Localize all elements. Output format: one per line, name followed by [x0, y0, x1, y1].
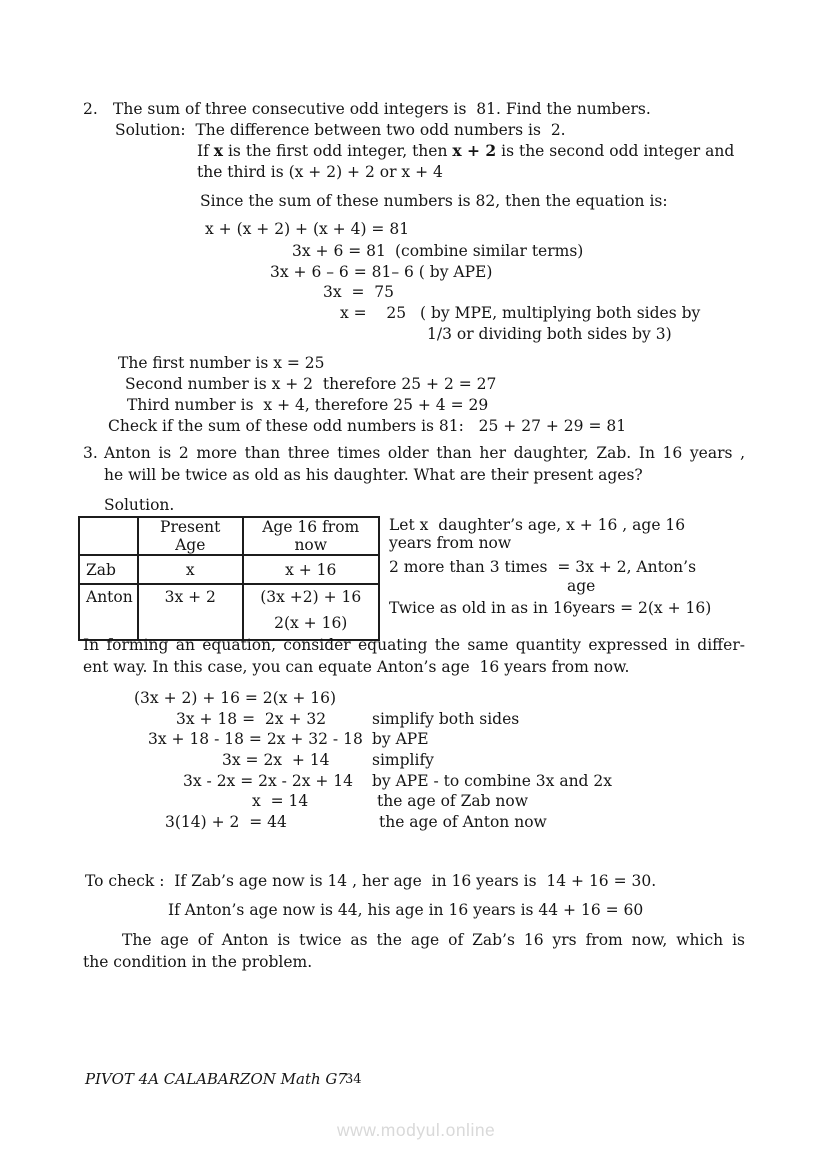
setup-bold-x2: x + 2: [452, 141, 497, 160]
problem3-eq-2: 3x + 18 - 18 = 2x + 32 - 18: [148, 730, 363, 748]
problem2-eq-2: 3x + 6 – 6 = 81– 6 ( by APE): [270, 263, 493, 281]
age-table-anton-future-line2: 2(x + 16): [274, 614, 348, 632]
problem3-statement-line2: he will be twice as old as his daughter. What are their present ages?: [104, 466, 643, 484]
problem3-side-note-3: 2 more than 3 times = 3x + 2, Anton’s: [389, 558, 697, 576]
problem2-since-line: Since the sum of these numbers is 82, then the equation is:: [200, 192, 668, 210]
watermark-text: www.modyul.online: [337, 1120, 496, 1140]
problem3-eq-2-note: by APE: [372, 730, 429, 748]
problem2-setup-line1: [197, 141, 734, 161]
problem2-result-check: Check if the sum of these odd numbers is 81: 25 + 27 + 29 = 81: [108, 417, 627, 435]
problem3-side-note-4: age: [567, 577, 596, 595]
problem3-side-note-5: Twice as old in as in 16years = 2(x + 16): [389, 599, 712, 617]
problem3-eq-3-note: simplify: [372, 751, 434, 769]
problem2-eq-5-note: 1/3 or dividing both sides by 3): [427, 325, 672, 343]
problem3-number: 3.: [83, 444, 98, 462]
problem3-eq-4-note: by APE - to combine 3x and 2x: [372, 772, 613, 790]
age-table: [78, 516, 380, 641]
setup-text-2: is the first odd integer, then: [223, 142, 453, 160]
age-table-anton-present: 3x + 2: [138, 584, 243, 640]
problem3-eq-4: 3x - 2x = 2x - 2x + 14: [183, 772, 354, 790]
age-table-header-blank: [79, 517, 138, 555]
setup-text-1: If: [197, 142, 214, 160]
footer-book-title: PIVOT 4A CALABARZON Math G7: [85, 1070, 347, 1088]
setup-text-3: is the second odd integer and: [496, 142, 735, 160]
problem3-forming-line1: In forming an equation, consider equating the same quantity expressed in differ-: [83, 636, 745, 654]
problem3-solution-label: Solution.: [104, 496, 175, 514]
problem2-solution-line: Solution: The difference between two odd numbers is 2.: [115, 121, 566, 139]
problem2-eq-4-note: ( by MPE, multiplying both sides by: [420, 304, 701, 322]
problem2-number: 2.: [83, 100, 98, 118]
setup-bold-x: x: [213, 141, 224, 160]
age-table-zab-name: Zab: [79, 555, 138, 584]
problem3-eq-6-note: the age of Anton now: [379, 813, 547, 831]
age-table-anton-name: Anton: [79, 584, 138, 640]
problem3-eq-1-note: simplify both sides: [372, 710, 520, 728]
age-table-zab-present: x: [138, 555, 243, 584]
problem2-eq-1-note: (combine similar terms): [395, 242, 584, 260]
problem2-eq-4: x = 25: [340, 304, 407, 322]
problem3-check-line2: If Anton’s age now is 44, his age in 16 years is 44 + 16 = 60: [168, 901, 644, 919]
problem2-statement: The sum of three consecutive odd integers is 81. Find the numbers.: [113, 100, 651, 118]
problem2-result-third: Third number is x + 4, therefore 25 + 4 = 29: [127, 396, 489, 414]
problem3-eq-0: (3x + 2) + 16 = 2(x + 16): [134, 689, 337, 707]
footer-page-number: 34: [345, 1072, 362, 1087]
problem3-eq-5: x = 14: [252, 792, 309, 810]
problem3-eq-5-note: the age of Zab now: [377, 792, 529, 810]
problem2-result-second: Second number is x + 2 therefore 25 + 2 = 27: [125, 375, 497, 393]
age-table-header-present: Present Age: [138, 517, 243, 555]
problem2-eq-1: 3x + 6 = 81: [292, 242, 386, 260]
problem3-side-note-1: Let x daughter’s age, x + 16 , age 16: [389, 516, 686, 534]
problem2-eq-3: 3x = 75: [323, 283, 395, 301]
problem2-setup-line2: the third is (x + 2) + 2 or x + 4: [197, 163, 443, 181]
problem3-check-line1: To check : If Zab’s age now is 14 , her age in 16 years is 14 + 16 = 30.: [85, 872, 657, 890]
problem3-eq-3: 3x = 2x + 14: [222, 751, 330, 769]
problem2-eq-0: x + (x + 2) + (x + 4) = 81: [205, 220, 410, 238]
problem3-statement-line1: Anton is 2 more than three times older than her daughter, Zab. In 16 years ,: [104, 444, 745, 462]
problem3-eq-6: 3(14) + 2 = 44: [165, 813, 287, 831]
problem3-conclusion-line1: The age of Anton is twice as the age of Zab’s 16 yrs from now, which is: [122, 931, 745, 949]
problem3-eq-1: 3x + 18 = 2x + 32: [176, 710, 327, 728]
age-table-anton-future-line1: (3x +2) + 16: [260, 588, 362, 606]
age-table-zab-future: x + 16: [243, 555, 379, 584]
problem3-conclusion-line2: the condition in the problem.: [83, 953, 313, 971]
problem3-side-note-2: years from now: [389, 534, 512, 552]
problem3-forming-line2: ent way. In this case, you can equate Anton’s age 16 years from now.: [83, 658, 630, 676]
age-table-header-future: Age 16 from now: [243, 517, 379, 555]
problem2-result-first: The first number is x = 25: [118, 354, 325, 372]
age-table-anton-future: [243, 584, 379, 640]
